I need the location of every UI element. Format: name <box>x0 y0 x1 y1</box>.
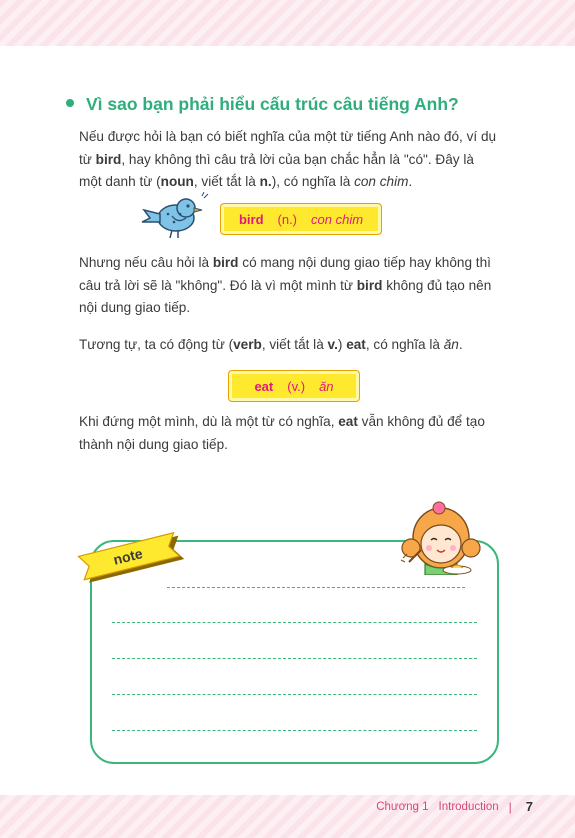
paragraph-4: Khi đứng một mình, dù là một từ có nghĩa, eat vẫn không đủ để tạo thành nội dung giao tiếp. <box>79 414 485 452</box>
footer-separator: | <box>508 799 512 814</box>
footer-section: Introduction <box>438 800 499 813</box>
note-line <box>167 587 465 588</box>
tag-word: bird <box>238 211 264 227</box>
tag-meaning: con chim <box>311 211 364 227</box>
footer-chapter: Chương 1 <box>376 800 429 813</box>
note-ribbon <box>74 525 194 587</box>
section-heading <box>66 94 536 115</box>
keyword-v: v. <box>327 337 338 352</box>
keyword-bird: bird <box>212 255 239 270</box>
tag-pos: (n.) <box>277 211 298 227</box>
paragraph-1: Nếu được hỏi là bạn có biết nghĩa của một từ tiếng Anh nào đó, ví dụ từ bird, hay không thì câu trả lời của bạn chắc hẳn là "có". Đây là một danh từ (noun, viết tắt là n.), có nghĩa là con chim. <box>79 129 497 189</box>
page-footer <box>376 799 533 814</box>
girl-icon <box>395 500 490 575</box>
keyword-verb: verb <box>233 337 262 352</box>
keyword-eat: eat <box>346 337 366 352</box>
bullet-dot <box>66 99 74 107</box>
note-line <box>112 658 477 659</box>
page-number: 7 <box>525 799 533 814</box>
vocab-tag-eat <box>228 370 360 402</box>
meaning-an: ăn <box>443 337 459 352</box>
keyword-eat: eat <box>338 414 358 429</box>
meaning-con-chim: con chim <box>354 174 409 189</box>
top-decorative-band <box>0 0 575 46</box>
note-label: note <box>111 545 145 568</box>
tag-meaning: ăn <box>319 378 334 394</box>
paragraph-3: Tương tự, ta có động từ (verb, viết tắt là v.) eat, có nghĩa là ăn. <box>79 337 463 352</box>
heading-text: Vì sao bạn phải hiểu cấu trúc câu tiếng Anh? <box>86 94 459 114</box>
vocab-tag-bird <box>220 203 382 235</box>
note-line <box>112 730 477 731</box>
keyword-bird: bird <box>356 277 383 293</box>
paragraph-2: Nhưng nếu câu hỏi là bird có mang nội dung giao tiếp hay không thì câu trả lời sẽ là "không". Đó là vì một mình từ bird không đủ tạo nên nội dung giao tiếp. <box>79 255 492 315</box>
keyword-n: n. <box>259 174 272 189</box>
note-line <box>112 622 477 623</box>
tag-word: eat <box>254 378 274 394</box>
tag-pos: (v.) <box>287 378 306 394</box>
keyword-bird: bird <box>95 151 122 167</box>
keyword-noun: noun <box>160 174 194 189</box>
bird-icon <box>138 192 210 242</box>
note-line <box>112 694 477 695</box>
